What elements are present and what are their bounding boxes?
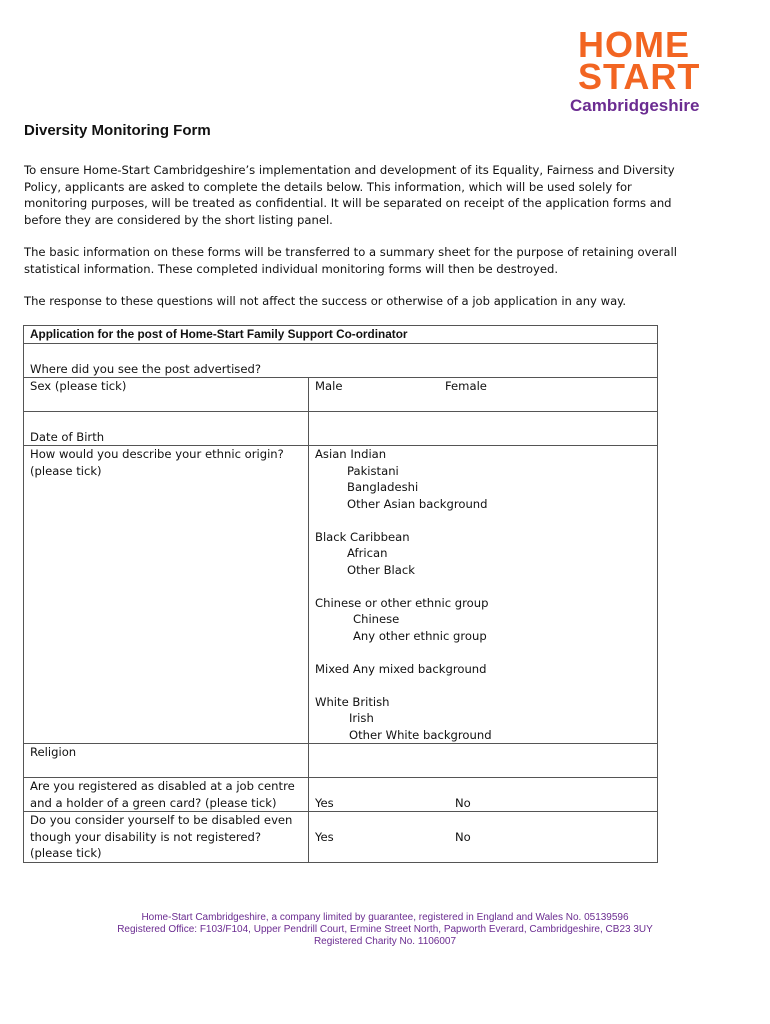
ethnic-option-white-british[interactable]: White British	[315, 694, 390, 709]
intro-paragraph-3: The response to these questions will not affect the success or otherwise of a job application in any way.	[24, 294, 627, 308]
ethnic-option-other-asian[interactable]: Other Asian background	[347, 496, 488, 511]
registered-disabled-label	[24, 778, 309, 812]
registered-disabled-yes[interactable]: Yes	[315, 795, 334, 810]
ethnic-option-any-other[interactable]: Any other ethnic group	[353, 628, 487, 643]
consider-disabled-options	[309, 812, 658, 863]
ethnic-option-african[interactable]: African	[347, 546, 388, 560]
dob-label	[24, 412, 309, 446]
ethnic-option-irish[interactable]: Irish	[349, 711, 374, 725]
ethnic-option-pakistani[interactable]: Pakistani	[347, 463, 399, 478]
consider-disabled-text-1: Do you consider yourself to be disabled even	[30, 813, 293, 827]
ethnic-option-mixed[interactable]: Mixed Any mixed background	[315, 661, 487, 676]
footer-charity: Registered Charity No. 1106007	[313, 936, 457, 947]
ethnic-row	[24, 446, 658, 744]
footer-office: Registered Office: F103/F104, Upper Pendrill Court, Ermine Street North, Papworth Everard, Cambridgeshire, CB23 3UY	[117, 924, 653, 935]
form-header: Application for the post of Home-Start Family Support Co-ordinator	[24, 326, 658, 344]
religion-field[interactable]	[309, 744, 658, 778]
logo-word-start: START	[578, 56, 701, 97]
registered-disabled-text-2: and a holder of a green card? (please tick)	[30, 795, 277, 810]
registered-disabled-row	[24, 778, 658, 812]
consider-disabled-text-2: though your disability is not registered?	[30, 829, 262, 844]
ethnic-option-other-white[interactable]: Other White background	[349, 727, 492, 742]
consider-disabled-row	[24, 812, 658, 863]
ethnic-option-bangladeshi[interactable]: Bangladeshi	[347, 480, 419, 494]
sex-options	[309, 378, 658, 412]
ethnic-option-chinese[interactable]: Chinese	[353, 612, 400, 626]
religion-label: Religion	[24, 744, 309, 778]
dob-field[interactable]	[309, 412, 658, 446]
logo-subtitle: Cambridgeshire	[570, 96, 700, 115]
ethnic-option-other-black[interactable]: Other Black	[347, 562, 415, 577]
intro-paragraph-2: The basic information on these forms will be transferred to a summary sheet for the purpose of retaining overall statistical information. These completed individual monitoring forms will then be destroyed.	[24, 245, 677, 276]
ethnic-label-cell	[24, 446, 309, 744]
dob-label-text: Date of Birth	[30, 429, 105, 444]
ethnic-option-chinese-other-group[interactable]: Chinese or other ethnic group	[315, 595, 489, 610]
consider-disabled-label	[24, 812, 309, 863]
religion-row	[24, 744, 658, 778]
registered-disabled-text-1: Are you registered as disabled at a job centre	[30, 779, 295, 793]
ethnic-option-black-caribbean[interactable]: Black Caribbean	[315, 529, 410, 544]
footer-company: Home-Start Cambridgeshire, a company limited by guarantee, registered in England and Wales No. 05139596	[141, 912, 629, 923]
monitoring-form-table	[23, 325, 658, 863]
sex-option-male[interactable]: Male	[315, 379, 343, 393]
intro-paragraph-1: To ensure Home-Start Cambridgeshire’s implementation and development of its Equality, Fairness and Diversity Policy, applicants are asked to complete the details below. This information, which will be used solely for monitoring purposes, will be treated as confidential. It will be separated on receipt of the application forms and before they are considered by the short listing panel.	[24, 163, 675, 227]
consider-disabled-text-3: (please tick)	[30, 846, 102, 860]
page-footer	[0, 912, 770, 948]
registered-disabled-no[interactable]: No	[455, 795, 471, 810]
dob-row	[24, 412, 658, 446]
ethnic-option-asian-indian[interactable]: Asian Indian	[315, 447, 387, 461]
sex-label: Sex (please tick)	[24, 378, 309, 412]
consider-disabled-no[interactable]: No	[455, 829, 471, 844]
consider-disabled-yes[interactable]: Yes	[315, 829, 334, 844]
ethnic-label: How would you describe your ethnic origin?	[30, 447, 284, 461]
logo-word-home: HOME	[578, 24, 690, 65]
home-start-logo	[570, 24, 710, 120]
where-advertised-row	[24, 344, 658, 378]
where-advertised-field[interactable]	[24, 344, 658, 378]
sex-row	[24, 378, 658, 412]
ethnic-options	[309, 446, 658, 744]
where-advertised-label: Where did you see the post advertised?	[30, 361, 261, 376]
registered-disabled-options	[309, 778, 658, 812]
sex-option-female[interactable]: Female	[445, 379, 487, 393]
ethnic-label-tick: (please tick)	[30, 463, 102, 478]
form-header-row	[24, 326, 658, 344]
page-title: Diversity Monitoring Form	[24, 122, 211, 139]
